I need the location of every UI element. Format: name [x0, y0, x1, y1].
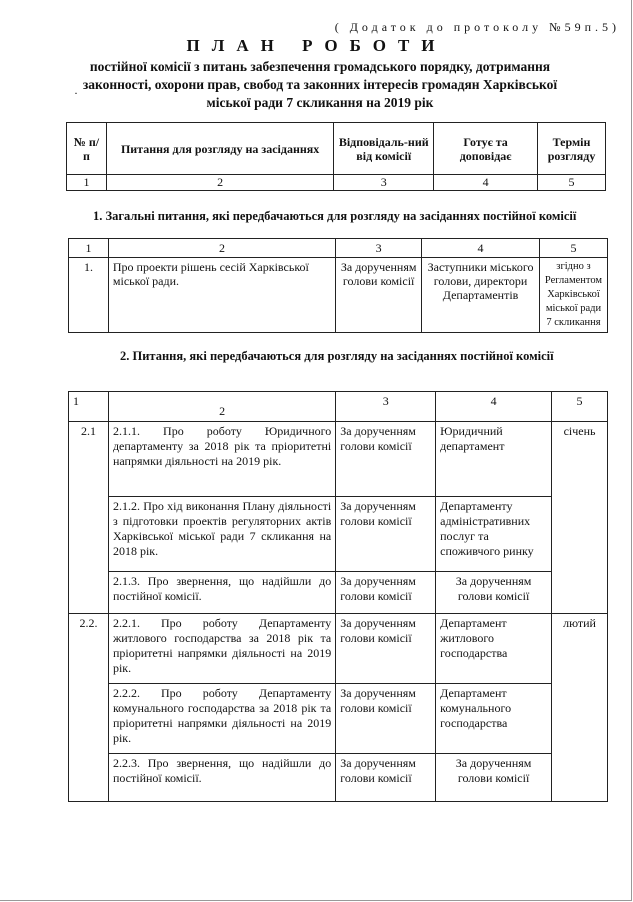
- col-number: 3: [334, 175, 434, 191]
- row-topic: 2.1.3. Про звернення, що надійшли до постійної комісії.: [108, 572, 335, 614]
- table-row: [69, 572, 608, 614]
- table-row: [69, 422, 608, 497]
- table-row: [69, 497, 608, 572]
- table-row: [69, 754, 608, 802]
- section1-title: 1. Загальні питання, які передбачаються для розгляду на засіданнях постійної комісії: [93, 209, 577, 223]
- col-header-topic: Питання для розгляду на засіданнях: [106, 123, 333, 175]
- row-reporter: Заступники міського голови, директори Департаментів: [422, 258, 540, 333]
- row-responsible: За дорученням голови комісії: [336, 258, 422, 333]
- row-topic: 2.1.1. Про роботу Юридичного департаменту за 2018 рік та пріоритетні напрямки діяльності на 2019 рік.: [108, 422, 335, 497]
- row-reporter: Департамент житлового господарства: [436, 614, 552, 684]
- row-responsible: За дорученням голови комісії: [336, 497, 436, 572]
- col-header-num: № п/п: [67, 123, 107, 175]
- group-term: січень: [552, 422, 608, 614]
- col-number: 1: [69, 392, 109, 422]
- group-term: лютий: [552, 614, 608, 802]
- col-number: 4: [436, 392, 552, 422]
- row-topic: 2.2.3. Про звернення, що надійшли до постійної комісії.: [108, 754, 335, 802]
- row-responsible: За дорученням голови комісії: [336, 754, 436, 802]
- row-responsible: За дорученням голови комісії: [336, 614, 436, 684]
- col-header-responsible: Відповідаль-ний від комісії: [334, 123, 434, 175]
- row-term: згідно з Регламентом Харківської міської ради 7 скликання: [539, 258, 607, 333]
- row-topic: 2.2.2. Про роботу Департаменту комунального господарства за 2018 рік та пріоритетні напрямки діяльності на 2019 рік.: [108, 684, 335, 754]
- col-number: 5: [539, 239, 607, 258]
- row-reporter: За дорученням голови комісії: [436, 572, 552, 614]
- row-topic: 2.2.1. Про роботу Департаменту житлового господарства за 2018 рік та пріоритетні напрямки діяльності на 2019 рік.: [108, 614, 335, 684]
- col-number: 1: [69, 239, 109, 258]
- group-number: 2.2.: [69, 614, 109, 802]
- row-reporter: Департамент комунального господарства: [436, 684, 552, 754]
- row-topic: 2.1.2. Про хід виконання Плану діяльності з підготовки проектів регуляторних актів Харківської міської ради 7 скликання на 2018 рік.: [108, 497, 335, 572]
- row-topic: Про проекти рішень сесій Харківської міської ради.: [108, 258, 335, 333]
- col-header-reporter: Готує та доповідає: [434, 123, 538, 175]
- columns-table: [66, 122, 606, 191]
- col-number: 4: [434, 175, 538, 191]
- section2-table: [68, 391, 608, 802]
- appendix-note: ( Додаток до протоколу №59п.5): [334, 20, 620, 34]
- row-responsible: За дорученням голови комісії: [336, 572, 436, 614]
- col-number: 5: [538, 175, 606, 191]
- group-number: 2.1: [69, 422, 109, 614]
- col-number: 2: [106, 175, 333, 191]
- row-number: 1.: [69, 258, 109, 333]
- row-reporter: Юридичний департамент: [436, 422, 552, 497]
- table-row: [69, 614, 608, 684]
- section1-table: [68, 238, 608, 333]
- plan-subtitle: постійної комісії з питань забезпечення громадського порядку, дотримання законності, охорони прав, свобод та законних інтересів громадян Харківської міської ради 7 скликання на 2019 рік: [82, 59, 558, 110]
- col-number: 2: [108, 392, 335, 422]
- section2-title: 2. Питання, які передбачаються для розгляду на засіданнях постійної комісії: [120, 349, 554, 363]
- row-reporter: За дорученням голови комісії: [436, 754, 552, 802]
- col-number: 3: [336, 392, 436, 422]
- plan-title: ПЛАН РОБОТИ: [186, 36, 447, 55]
- col-number: 5: [552, 392, 608, 422]
- col-number: 4: [422, 239, 540, 258]
- row-responsible: За дорученням голови комісії: [336, 684, 436, 754]
- table-row: [69, 684, 608, 754]
- row-reporter: Департаменту адміністративних послуг та споживчого ринку: [436, 497, 552, 572]
- col-number: 1: [67, 175, 107, 191]
- col-header-term: Термін розгляду: [538, 123, 606, 175]
- row-responsible: За дорученням голови комісії: [336, 422, 436, 497]
- col-number: 2: [108, 239, 335, 258]
- col-number: 3: [336, 239, 422, 258]
- table-row: [69, 258, 608, 333]
- scan-speck: ·: [74, 86, 78, 100]
